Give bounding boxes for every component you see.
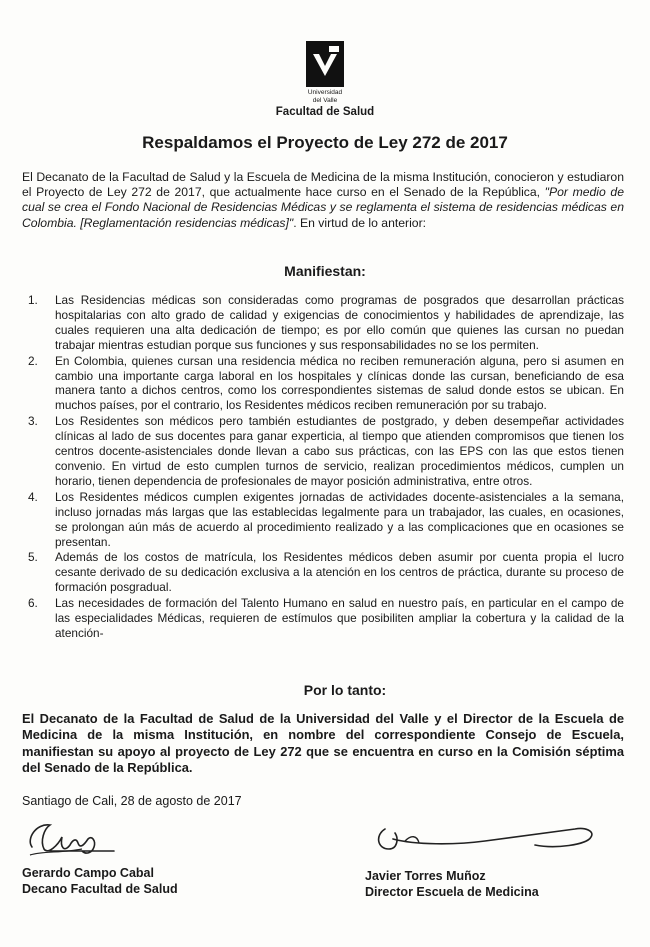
signatory-name-director: Javier Torres Muñoz [365, 869, 486, 883]
logo-text-line2: del Valle [312, 97, 338, 104]
list-item-number: 5. [28, 550, 38, 565]
list-item-number: 3. [28, 414, 38, 429]
list-item [22, 354, 624, 414]
university-logo-icon [305, 40, 345, 88]
intro-quote: "Por medio de cual se crea el Fondo Nacional de Residencias Médicas y se reglamenta el sistema de residencias médicas en Colombia. [Reglamentación residencias médicas]" [22, 185, 624, 230]
manifest-list [22, 293, 624, 642]
logo-text-line1: Universidad [307, 89, 343, 96]
signature-director-icon [345, 815, 615, 865]
list-item [22, 550, 624, 595]
intro-paragraph [22, 170, 624, 231]
list-item-text: Además de los costos de matrícula, los Residentes médicos deben asumir por cuenta propia el lucro cesante derivado de su dedicación exclusiva a la atención en los centros de práctica, durante su proceso de formación posgradual. [55, 550, 624, 595]
list-item-text: Las necesidades de formación del Talento Humano en salud en nuestro país, en particular en el campo de las especialidades Médicas, requieren de estímulos que posibiliten ampliar la cobertura y la calidad de la atención- [55, 596, 624, 640]
document-title: Respaldamos el Proyecto de Ley 272 de 2017 [142, 133, 508, 152]
list-item-number: 4. [28, 489, 38, 504]
list-item-text: Los Residentes son médicos pero también estudiantes de postgrado, y deben desempeñar actividades clínicas al lado de sus docentes para ganar experticia, al tiempo que atienden compromisos que tienen los centros docente-asistenciales donde llevan a cabo sus prácticas, con las EPS con las que estos tienen convenio. En virtud de esto cumplen turnos de servicio, realizan procedimientos médicos, cumplen un horario, tienen dependencia de profesionales de mayor posición administrativa, entre otros. [55, 414, 624, 488]
list-item-number: 1. [28, 293, 38, 307]
signatory-title-dean: Decano Facultad de Salud [22, 882, 178, 896]
signature-dean-icon [22, 815, 132, 865]
list-item-text: Las Residencias médicas son consideradas como programas de posgrados que desarrollan prácticas hospitalarias con alto grado de calidad y exigencias de conocimientos y habilidades de aprendizaje, las cuales requieren una alta dedicación de tiempo; es por ello común que quienes las cursan no puedan trabajar mientras estudian porque sus funciones y sus responsabilidades no se los permiten. [55, 293, 624, 352]
list-item [22, 490, 624, 550]
signatory-title-director: Director Escuela de Medicina [365, 885, 539, 899]
por-lo-tanto-heading: Por lo tanto: [303, 682, 387, 698]
list-item [22, 293, 624, 353]
resolution-paragraph: El Decanato de la Facultad de Salud de la Universidad del Valle y el Director de la Escuela de Medicina de la misma Institución, en nombre del correspondiente Consejo de Escuela, manifiestan su apoyo al proyecto de Ley 272 que se encuentra en curso en la Comisión séptima del Senado de la República. [22, 711, 624, 775]
intro-text-1: El Decanato de la Facultad de Salud y la Escuela de Medicina de la misma Institución, conocieron y estudiaron el Proyecto de Ley 272 de 2017, que actualmente hace curso en el Senado de la República, [22, 170, 624, 200]
list-item-number: 2. [28, 353, 38, 368]
university-logo-block [270, 40, 380, 118]
dateline: Santiago de Cali, 28 de agosto de 2017 [22, 794, 242, 808]
list-item [22, 596, 624, 641]
manifiestan-heading: Manifiestan: [284, 263, 366, 279]
list-item [22, 414, 624, 489]
list-item-text: En Colombia, quienes cursan una residencia médica no reciben remuneración alguna, pero si asumen en cambio una importante carga laboral en los hospitales y clínicas donde las cursan, beneficiando de esa manera tanto a dichos centros, como los correspondientes sistemas de salud donde estos se ubican. En muchos países, por el contrario, los Residentes médicos reciben remuneración por su trabajo. [55, 353, 624, 413]
signatory-name-dean: Gerardo Campo Cabal [22, 866, 154, 880]
intro-text-2: . En virtud de lo anterior: [293, 215, 427, 230]
faculty-name: Facultad de Salud [275, 106, 375, 118]
list-item-number: 6. [28, 596, 38, 611]
list-item-text: Los Residentes médicos cumplen exigentes jornadas de actividades docente-asistenciales a la semana, incluso jornadas más largas que las establecidas legalmente para un trabajador, las cuales, en ocasiones, se prolongan aún más de acuerdo al procedimiento realizado y a las complicaciones que en ocasiones se presentan. [55, 489, 624, 549]
